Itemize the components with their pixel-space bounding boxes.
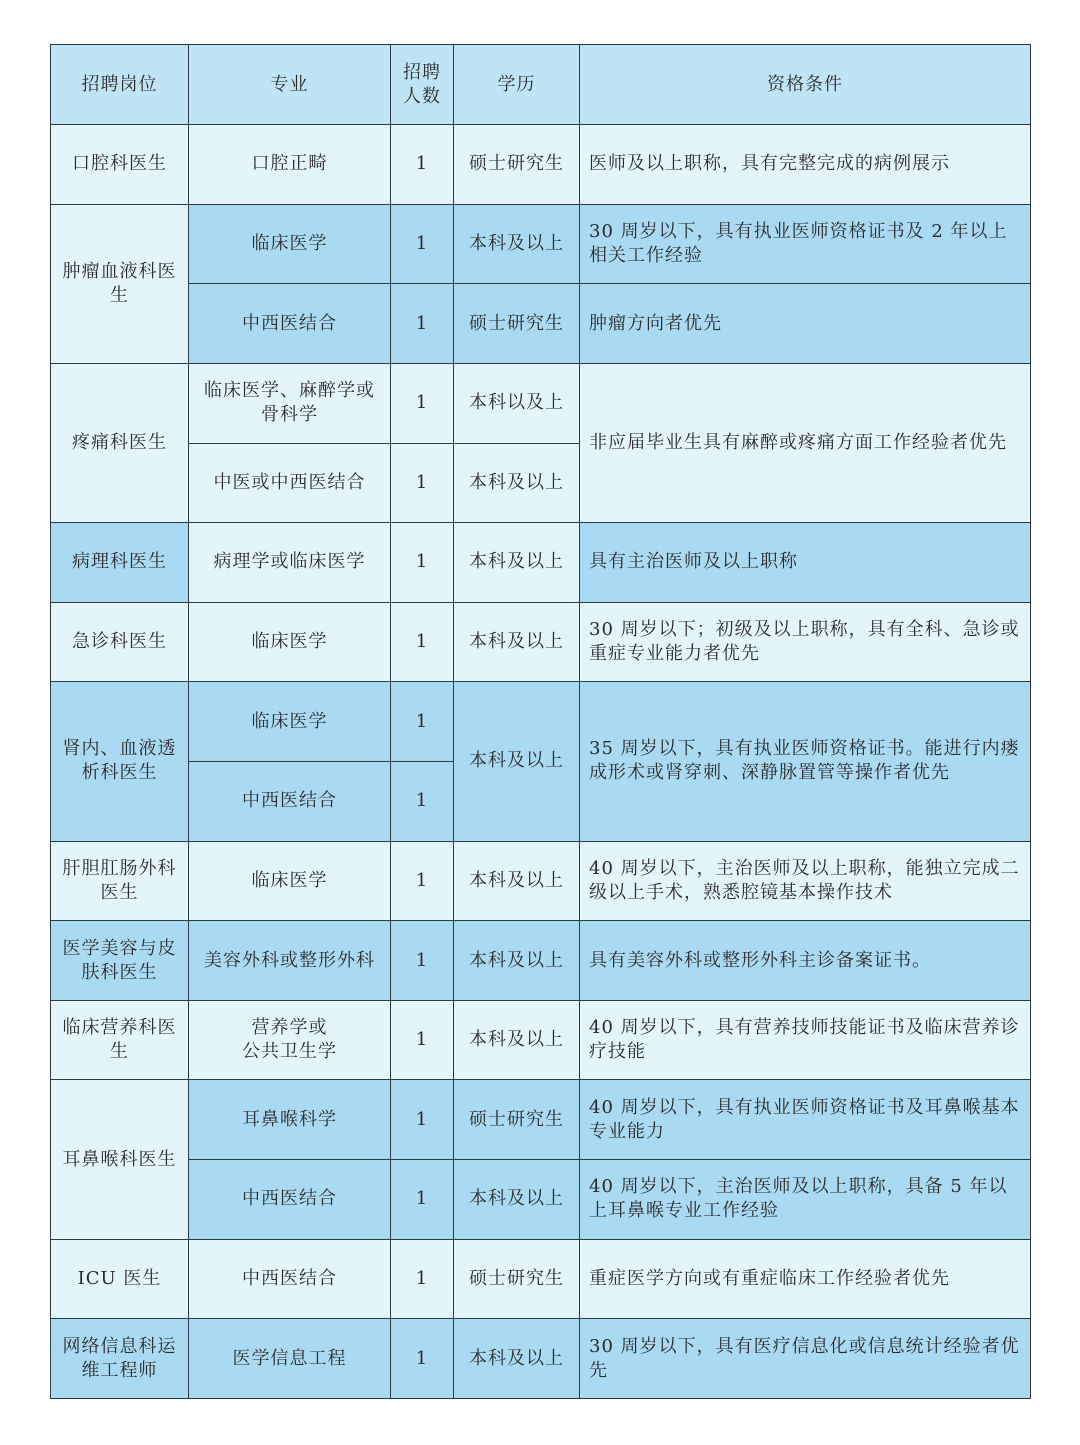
cell-education: 本科及以上 (454, 1160, 580, 1240)
table-row (51, 682, 1031, 762)
header-major: 专业 (189, 45, 391, 125)
table-row (51, 602, 1031, 682)
header-education: 学历 (454, 45, 580, 125)
table-row (51, 204, 1031, 284)
cell-qualification: 非应届毕业生具有麻醉或疼痛方面工作经验者优先 (580, 363, 1031, 522)
cell-major: 中西医结合 (189, 284, 391, 364)
table-row (51, 921, 1031, 1001)
table-row (51, 841, 1031, 921)
cell-count: 1 (391, 284, 454, 364)
table-row (51, 1239, 1031, 1319)
cell-qualification: 医师及以上职称，具有完整完成的病例展示 (580, 125, 1031, 205)
cell-count: 1 (391, 204, 454, 284)
cell-major: 中医或中西医结合 (189, 443, 391, 523)
cell-position: 肿瘤血液科医生 (51, 204, 189, 363)
header-row (51, 45, 1031, 125)
cell-education: 本科及以上 (454, 1000, 580, 1080)
cell-position: ICU 医生 (51, 1239, 189, 1319)
cell-education: 本科及以上 (454, 204, 580, 284)
cell-major: 临床医学、麻醉学或骨科学 (189, 363, 391, 443)
cell-qualification: 40 周岁以下，主治医师及以上职称，能独立完成二级以上手术，熟悉腔镜基本操作技术 (580, 841, 1031, 921)
table-row (51, 284, 1031, 364)
cell-major: 临床医学 (189, 841, 391, 921)
cell-qualification: 30 周岁以下，具有医疗信息化或信息统计经验者优先 (580, 1319, 1031, 1399)
table-row (51, 363, 1031, 443)
cell-qualification: 具有美容外科或整形外科主诊备案证书。 (580, 921, 1031, 1001)
cell-position: 口腔科医生 (51, 125, 189, 205)
header-position: 招聘岗位 (51, 45, 189, 125)
table-row (51, 1000, 1031, 1080)
table-row (51, 125, 1031, 205)
cell-major: 营养学或 公共卫生学 (189, 1000, 391, 1080)
cell-education: 本科以及上 (454, 363, 580, 443)
cell-qualification: 40 周岁以下，具有执业医师资格证书及耳鼻喉基本专业能力 (580, 1080, 1031, 1160)
cell-education: 硕士研究生 (454, 1080, 580, 1160)
cell-count: 1 (391, 761, 454, 841)
cell-major: 中西医结合 (189, 761, 391, 841)
cell-major: 医学信息工程 (189, 1319, 391, 1399)
cell-education: 本科及以上 (454, 841, 580, 921)
table-row (51, 1319, 1031, 1399)
cell-qualification: 重症医学方向或有重症临床工作经验者优先 (580, 1239, 1031, 1319)
table-row (51, 1080, 1031, 1160)
recruitment-table (50, 44, 1031, 1399)
cell-count: 1 (391, 1160, 454, 1240)
cell-major: 口腔正畸 (189, 125, 391, 205)
cell-major: 病理学或临床医学 (189, 523, 391, 603)
cell-major: 临床医学 (189, 204, 391, 284)
cell-position: 网络信息科运维工程师 (51, 1319, 189, 1399)
header-count: 招聘 人数 (391, 45, 454, 125)
cell-position: 病理科医生 (51, 523, 189, 603)
cell-qualification: 40 周岁以下，主治医师及以上职称，具备 5 年以上耳鼻喉专业工作经验 (580, 1160, 1031, 1240)
cell-position: 肾内、血液透析科医生 (51, 682, 189, 841)
cell-count: 1 (391, 1080, 454, 1160)
cell-education: 硕士研究生 (454, 1239, 580, 1319)
cell-qualification: 35 周岁以下，具有执业医师资格证书。能进行内瘘成形术或肾穿刺、深静脉置管等操作者优先 (580, 682, 1031, 841)
cell-count: 1 (391, 363, 454, 443)
cell-education: 本科及以上 (454, 443, 580, 523)
cell-position: 医学美容与皮肤科医生 (51, 921, 189, 1001)
cell-major: 中西医结合 (189, 1160, 391, 1240)
cell-position: 疼痛科医生 (51, 363, 189, 522)
cell-education: 硕士研究生 (454, 284, 580, 364)
cell-count: 1 (391, 1239, 454, 1319)
cell-qualification: 40 周岁以下，具有营养技师技能证书及临床营养诊疗技能 (580, 1000, 1031, 1080)
cell-position: 肝胆肛肠外科医生 (51, 841, 189, 921)
cell-major: 临床医学 (189, 682, 391, 762)
cell-education: 本科及以上 (454, 1319, 580, 1399)
cell-count: 1 (391, 841, 454, 921)
cell-count: 1 (391, 602, 454, 682)
cell-count: 1 (391, 443, 454, 523)
cell-count: 1 (391, 125, 454, 205)
table-row (51, 1160, 1031, 1240)
cell-major: 耳鼻喉科学 (189, 1080, 391, 1160)
cell-major: 美容外科或整形外科 (189, 921, 391, 1001)
cell-major: 临床医学 (189, 602, 391, 682)
cell-education: 本科及以上 (454, 602, 580, 682)
cell-count: 1 (391, 1319, 454, 1399)
cell-count: 1 (391, 682, 454, 762)
cell-education: 本科及以上 (454, 523, 580, 603)
cell-qualification: 肿瘤方向者优先 (580, 284, 1031, 364)
cell-qualification: 具有主治医师及以上职称 (580, 523, 1031, 603)
cell-count: 1 (391, 1000, 454, 1080)
cell-qualification: 30 周岁以下；初级及以上职称，具有全科、急诊或重症专业能力者优先 (580, 602, 1031, 682)
cell-position: 临床营养科医生 (51, 1000, 189, 1080)
header-qualification: 资格条件 (580, 45, 1031, 125)
cell-education: 硕士研究生 (454, 125, 580, 205)
cell-position: 耳鼻喉科医生 (51, 1080, 189, 1239)
cell-major: 中西医结合 (189, 1239, 391, 1319)
table-row (51, 523, 1031, 603)
cell-position: 急诊科医生 (51, 602, 189, 682)
cell-education: 本科及以上 (454, 921, 580, 1001)
cell-qualification: 30 周岁以下，具有执业医师资格证书及 2 年以上相关工作经验 (580, 204, 1031, 284)
cell-count: 1 (391, 523, 454, 603)
cell-education: 本科及以上 (454, 682, 580, 841)
cell-count: 1 (391, 921, 454, 1001)
